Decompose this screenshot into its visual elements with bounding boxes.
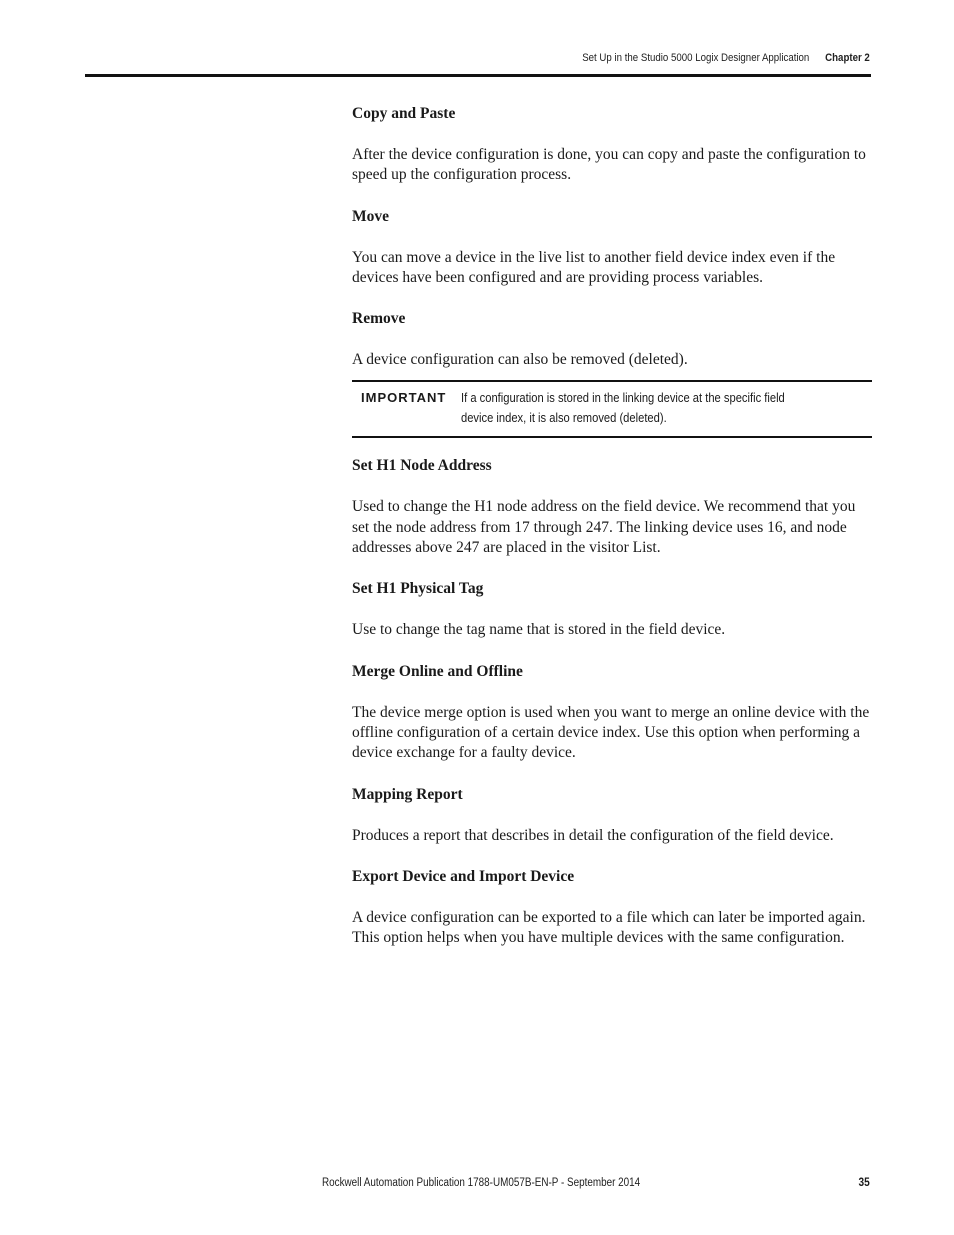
section-title: Set H1 Node Address bbox=[352, 457, 492, 475]
section-title: Copy and Paste bbox=[352, 105, 456, 122]
section-body: Produces a report that describes in detail the configuration of the field device. bbox=[352, 826, 834, 844]
section-title: Set H1 Physical Tag bbox=[352, 580, 484, 598]
section-export-import-device bbox=[352, 867, 872, 949]
page-number: 35 bbox=[858, 1177, 870, 1189]
section-merge-online-offline bbox=[352, 662, 872, 764]
section-title: Merge Online and Offline bbox=[352, 662, 523, 680]
section-move bbox=[352, 207, 872, 289]
section-body: A device configuration can also be removed (deleted). bbox=[352, 351, 688, 369]
section-set-h1-node-address bbox=[352, 456, 872, 558]
header-text bbox=[582, 52, 870, 64]
section-title: Export Device and Import Device bbox=[352, 867, 575, 885]
section-title: Remove bbox=[352, 310, 406, 328]
chapter-label: Chapter 2 bbox=[825, 52, 870, 64]
section-body: The device merge option is used when you want to merge an online device with the offline configuration of a certain device index. Use this option when performing a device exchange for a faulty device. bbox=[352, 703, 870, 762]
section-body: After the device configuration is done, you can copy and paste the configuration to speed up the configuration process. bbox=[352, 146, 866, 184]
running-title: Set Up in the Studio 5000 Logix Designer Application bbox=[582, 52, 810, 64]
section-body: Use to change the tag name that is stored in the field device. bbox=[352, 621, 726, 639]
section-body: Used to change the H1 node address on the field device. We recommend that you set the node address from 17 through 247. The linking device uses 16, and node addresses above 247 are placed in the visitor List. bbox=[352, 498, 856, 557]
important-note bbox=[352, 380, 872, 438]
section-title: Mapping Report bbox=[352, 785, 463, 803]
section-body: A device configuration can be exported to a file which can later be imported again. This option helps when you have multiple devices with the same configuration. bbox=[352, 908, 866, 947]
important-text: If a configuration is stored in the linking device at the specific field device index, it is also removed (deleted). bbox=[461, 390, 785, 426]
main-content bbox=[352, 104, 872, 969]
section-copy-paste bbox=[352, 104, 872, 186]
footer-publication: Rockwell Automation Publication 1788-UM057B-EN-P - September 2014 bbox=[322, 1177, 641, 1189]
header-rule bbox=[85, 74, 871, 77]
section-body: You can move a device in the live list to another field device index even if the devices have been configured and are providing process variables. bbox=[352, 248, 836, 286]
section-mapping-report bbox=[352, 785, 872, 846]
important-label: IMPORTANT bbox=[361, 390, 447, 406]
section-title: Move bbox=[352, 207, 390, 225]
section-remove bbox=[352, 309, 872, 370]
section-set-h1-physical-tag bbox=[352, 579, 872, 640]
